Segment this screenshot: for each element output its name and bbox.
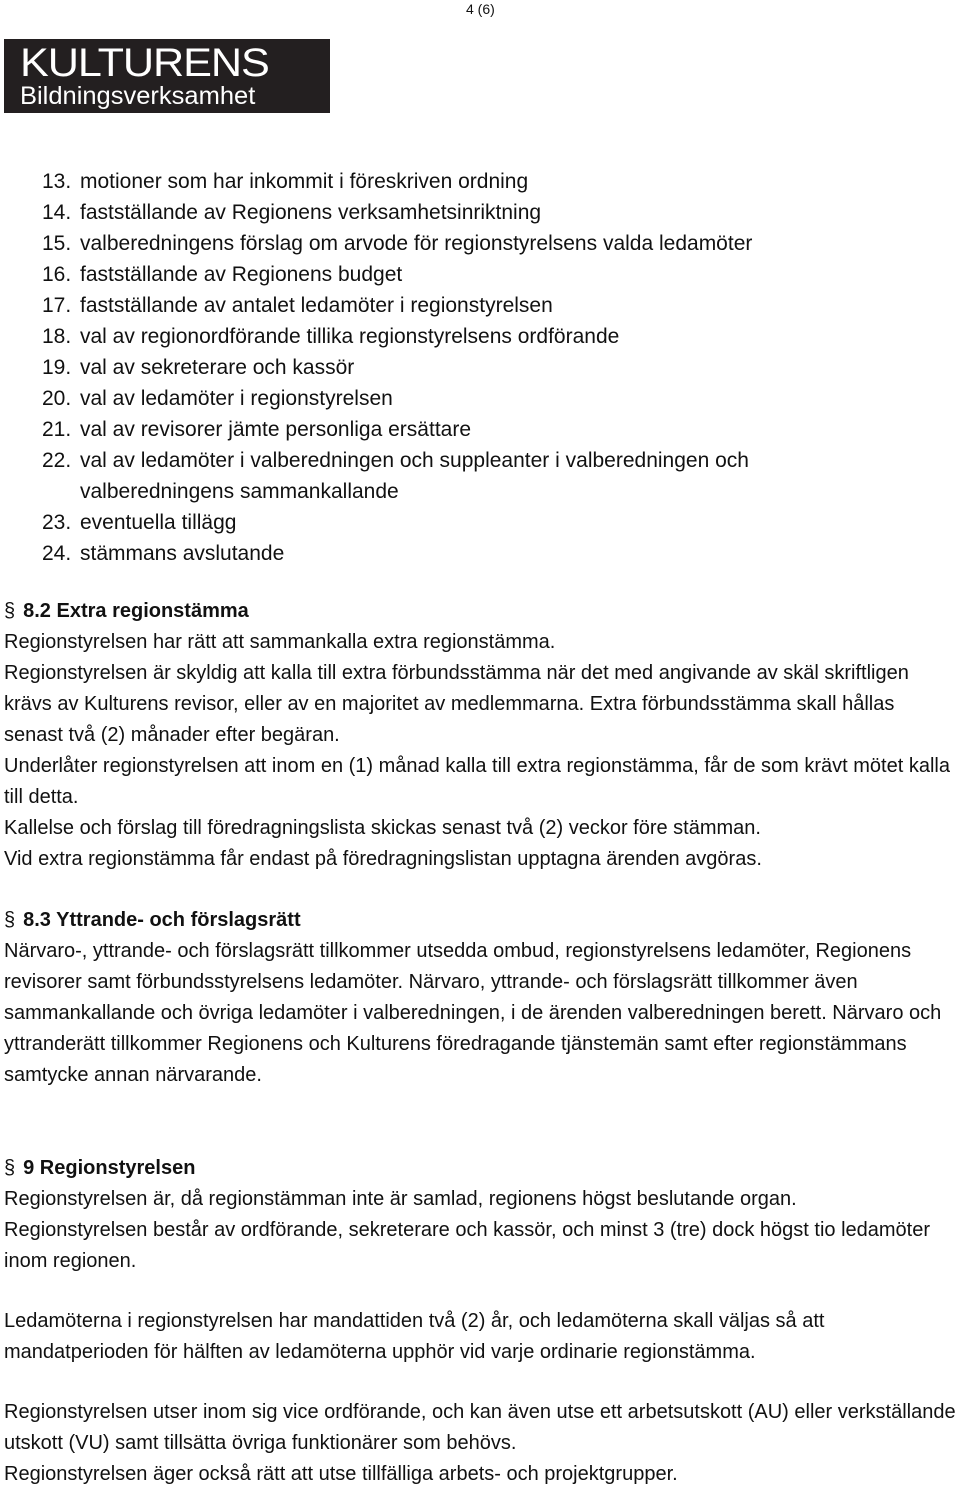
list-item-number: 18.: [42, 325, 72, 348]
paragraph: Regionstyrelsen består av ordförande, sekreterare och kassör, och minst 3 (tre) dock högst tio ledamöter inom regionen.: [4, 1219, 931, 1272]
section-9: [4, 1153, 956, 1490]
list-item-text: val av sekreterare och kassör: [80, 356, 355, 379]
paragraph: Underlåter regionstyrelsen att inom en (1) månad kalla till extra regionstämma, får de som krävt mötet kalla till detta.: [4, 755, 950, 808]
list-item-number: 24.: [42, 542, 72, 565]
list-item: [42, 445, 870, 507]
list-item-number: 17.: [42, 294, 72, 317]
list-item: [42, 383, 870, 414]
list-item-text: valberedningens förslag om arvode för regionstyrelsens valda ledamöter: [80, 232, 753, 255]
list-item-text: val av ledamöter i valberedningen och suppleanter i valberedningen och valberedningens sammankallande: [80, 449, 749, 503]
paragraph: Vid extra regionstämma får endast på föredragningslistan upptagna ärenden avgöras.: [4, 848, 762, 870]
section-symbol: §: [4, 909, 16, 931]
list-item-text: fastställande av antalet ledamöter i regionstyrelsen: [80, 294, 553, 317]
paragraph: Regionstyrelsen utser inom sig vice ordförande, och kan även utse ett arbetsutskott (AU) eller verkställande utskott (VU) samt tillsätta övriga funktionärer som behövs.: [4, 1401, 956, 1454]
section-symbol: §: [4, 600, 16, 622]
paragraph: Regionstyrelsen är, då regionstämman inte är samlad, regionens högst beslutande organ.: [4, 1188, 797, 1210]
list-item-text: fastställande av Regionens budget: [80, 263, 403, 286]
section-heading: [4, 596, 956, 627]
list-item: [42, 352, 870, 383]
list-item-number: 15.: [42, 232, 72, 255]
list-item: [42, 166, 870, 197]
paragraph: Regionstyrelsen äger också rätt att utse tillfälliga arbets- och projektgrupper.: [4, 1463, 678, 1485]
list-item: [42, 259, 870, 290]
list-item: [42, 507, 870, 538]
section-8-3: [4, 905, 956, 1091]
list-item: [42, 228, 870, 259]
agenda-list: [42, 166, 870, 569]
section-title: 8.2 Extra regionstämma: [23, 600, 249, 622]
section-symbol: §: [4, 1157, 16, 1179]
list-item-text: stämmans avslutande: [80, 542, 285, 565]
list-item-number: 13.: [42, 170, 72, 193]
list-item: [42, 197, 870, 228]
list-item: [42, 321, 870, 352]
page-number: 4 (6): [466, 1, 495, 17]
paragraph: Närvaro-, yttrande- och förslagsrätt tillkommer utsedda ombud, regionstyrelsens ledamöter, Regionens revisorer samt förbundsstyrelsens ledamöter. Närvaro, yttrande- och förslagsrätt tillkommer även sammankallande och övriga ledamöter i valberedningen, i de ärenden valberedningen berett. Närvaro och yttranderätt tillkommer Regionens och Kulturens föredragande tjänstemän samt efter regionstämmans samtycke annan närvarande.: [4, 940, 942, 1086]
paragraph: Kallelse och förslag till föredragningslista skickas senast två (2) veckor före stämman.: [4, 817, 761, 839]
list-item-text: val av regionordförande tillika regionstyrelsens ordförande: [80, 325, 620, 348]
section-heading: [4, 1153, 956, 1184]
section-title: 9 Regionstyrelsen: [23, 1157, 196, 1179]
list-item-text: val av ledamöter i regionstyrelsen: [80, 387, 393, 410]
section-heading: [4, 905, 956, 936]
list-item: [42, 538, 870, 569]
list-item: [42, 414, 870, 445]
list-item: [42, 290, 870, 321]
list-item-text: eventuella tillägg: [80, 511, 237, 534]
section-title: 8.3 Yttrande- och förslagsrätt: [23, 909, 301, 931]
list-item-number: 19.: [42, 356, 72, 379]
logo-line-1: KULTURENS: [20, 41, 269, 85]
list-item-number: 21.: [42, 418, 72, 441]
paragraph: Regionstyrelsen har rätt att sammankalla extra regionstämma.: [4, 631, 556, 653]
list-item-number: 20.: [42, 387, 72, 410]
paragraph: Regionstyrelsen är skyldig att kalla till extra förbundsstämma när det med angivande av skäl skriftligen krävs av Kulturens revisor, eller av en majoritet av medlemmarna. Extra förbundsstämma skall hållas senast två (2) månader efter begäran.: [4, 662, 909, 746]
section-8-2: [4, 596, 956, 875]
list-item-number: 16.: [42, 263, 72, 286]
list-item-text: motioner som har inkommit i föreskriven ordning: [80, 170, 529, 193]
list-item-number: 23.: [42, 511, 72, 534]
list-item-text: fastställande av Regionens verksamhetsinriktning: [80, 201, 542, 224]
list-item-number: 14.: [42, 201, 72, 224]
kulturens-logo: [4, 39, 330, 113]
logo-line-2: Bildningsverksamhet: [20, 82, 256, 110]
list-item-text: val av revisorer jämte personliga ersättare: [80, 418, 472, 441]
list-item-number: 22.: [42, 449, 72, 472]
paragraph: Ledamöterna i regionstyrelsen har mandattiden två (2) år, och ledamöterna skall väljas så att mandatperioden för hälften av ledamöterna upphör vid varje ordinarie regionstämma.: [4, 1310, 825, 1363]
